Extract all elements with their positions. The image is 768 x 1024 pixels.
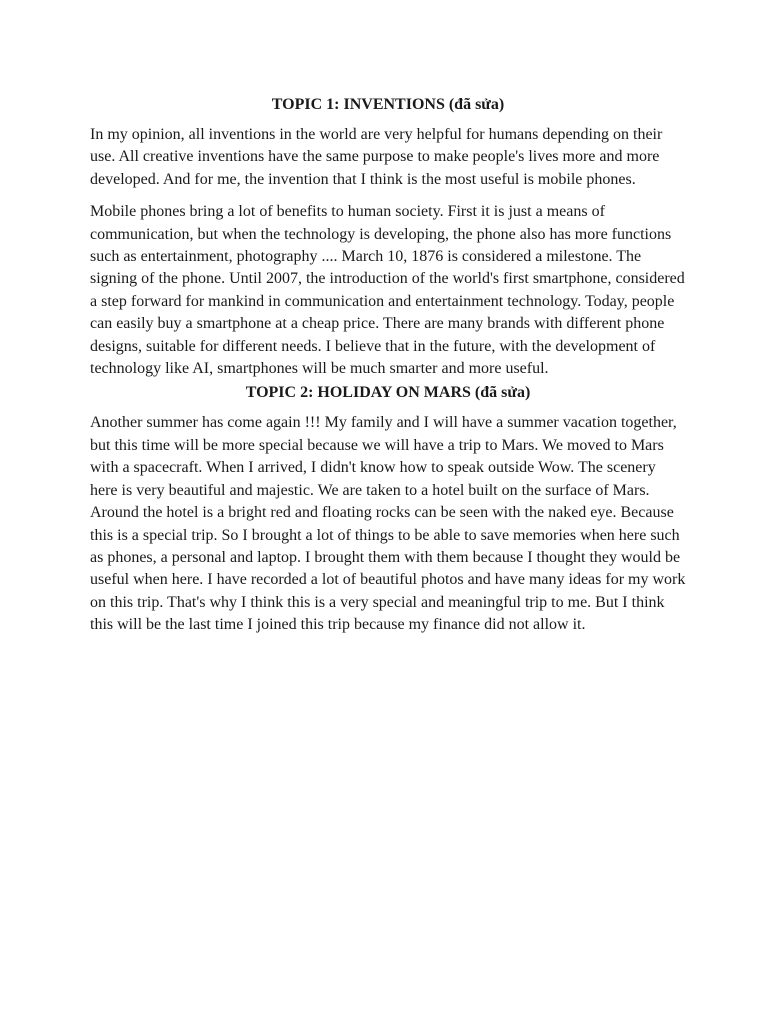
topic-1-paragraph-1: In my opinion, all inventions in the world are very helpful for humans depending on their use. All creative inventions have the same purpose to make people's lives more and more developed. And for me, the invention that I think is the most useful is mobile phones. <box>90 126 663 188</box>
topic-1-title: TOPIC 1: INVENTIONS (đã sửa) <box>271 96 505 113</box>
topic-2-title: TOPIC 2: HOLIDAY ON MARS (đã sửa) <box>245 384 531 402</box>
topic-2-section <box>90 382 686 636</box>
topic-2-paragraph-1: Another summer has come again !!! My family and I will have a summer vacation together, but this time will be more special because we will have a trip to Mars. We moved to Mars with a spacecraft. When I arrived, I didn't know how to speak outside Wow. The scenery here is very beautiful and majestic. We are taken to a hotel built on the surface of Mars. Around the hotel is a bright red and floating rocks can be seen with the naked eye. Because this is a special trip. So I brought a lot of things to be able to save memories when here such as phones, a personal and laptop. I brought them with them because I thought they would be useful when here. I have recorded a lot of beautiful photos and have many ideas for my work on this trip. That's why I think this is a very special and meaningful trip to me. But I think this will be the last time I joined this trip because my finance did not allow it. <box>90 414 686 634</box>
topic-1-section <box>90 94 686 380</box>
document-page <box>90 94 686 647</box>
topic-1-paragraph-2: Mobile phones bring a lot of benefits to human society. First it is just a means of communication, but when the technology is developing, the phone also has more functions such as entertainment, photography .... March 10, 1876 is considered a milestone. The signing of the phone. Until 2007, the introduction of the world's first smartphone, considered a step forward for mankind in communication and entertainment technology. Today, people can easily buy a smartphone at a cheap price. There are many brands with different phone designs, suitable for different needs. I believe that in the future, with the development of technology like AI, smartphones will be much smarter and more useful. <box>90 203 685 378</box>
